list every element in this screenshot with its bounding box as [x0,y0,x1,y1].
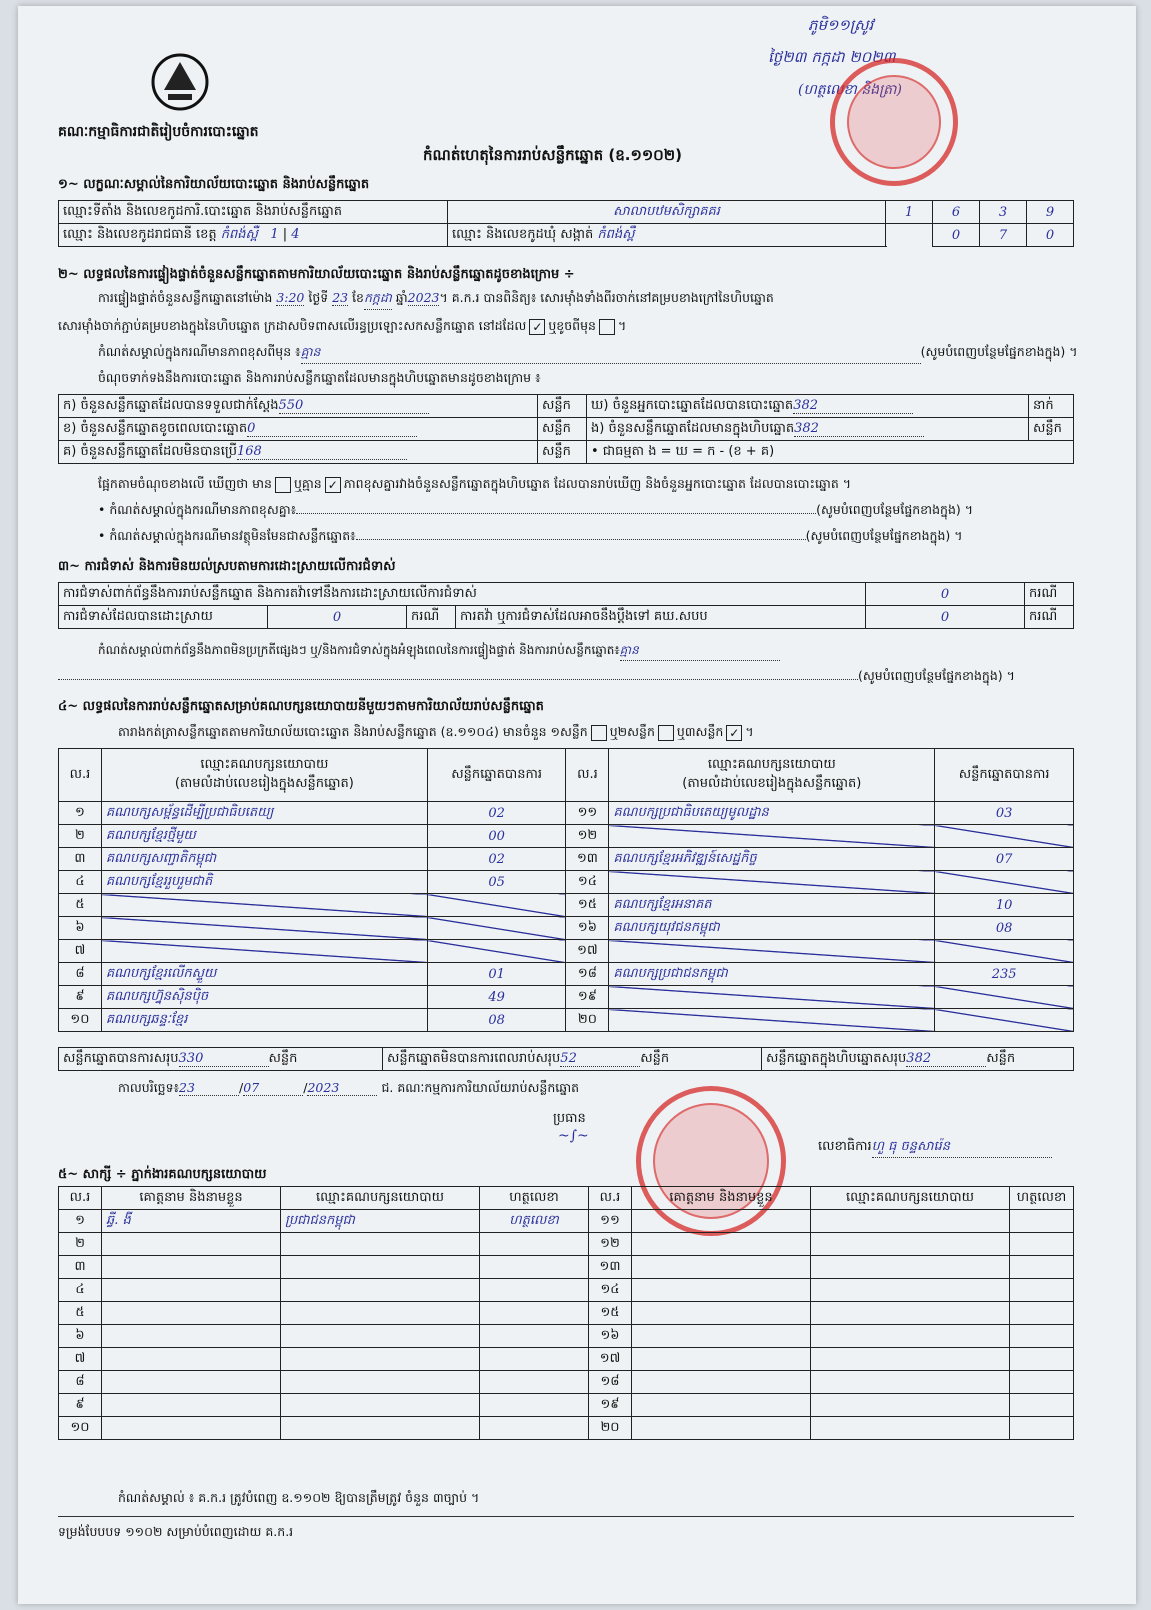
ng-unit: សន្លឹក [1029,418,1074,441]
row-party: គណបក្សខ្មែររួបរួមជាតិ [101,871,427,894]
row-no2: ២០ [566,1009,609,1032]
row-party2 [609,825,935,848]
w-row-empty [811,1302,1010,1325]
s3-r1-label: ការជំទាស់ពាក់ព័ន្ធនឹងការរាប់សន្លឹកឆ្នោត និងការតវ៉ាទៅនឹងការដោះស្រាយលើការជំទាស់ [59,583,866,606]
w-row-no2: ១២ [589,1233,632,1256]
total-invalid: 52 [560,1051,640,1067]
w-row-no2: ១៦ [589,1325,632,1348]
w-row-empty [1010,1348,1074,1371]
total-valid-label: សន្លឹកឆ្នោតបានការសរុប [63,1050,179,1066]
w-row-sign [480,1348,589,1371]
row-no: ៧ [59,940,102,963]
row-no2: ១៥ [566,894,609,917]
bottom-rule [58,1516,1074,1517]
w-row-sign [480,1371,589,1394]
table-row [59,1009,1074,1032]
row-votes: 01 [427,963,566,986]
row-no: ៣ [59,848,102,871]
w-row-party [281,1371,480,1394]
w-row-empty [811,1256,1010,1279]
row-votes [427,917,566,940]
stamp-top [830,58,958,186]
w-row-empty [811,1325,1010,1348]
total-invalid-label: សន្លឹកឆ្នោតមិនបានការពេលរាប់សរុប [387,1050,561,1066]
row-party2: គណបក្សខ្មែរអភិវឌ្ឍន៍សេដ្ឋកិច្ច [609,848,935,871]
w-row-party [281,1302,480,1325]
top-note-2: ថ្ងៃ២៣ កក្កដា ២០២៣ [768,48,896,66]
row-no2: ១៣ [566,848,609,871]
ka-value: 550 [279,398,429,414]
row-party: គណបក្សឆន្ទៈខ្មែរ [101,1009,427,1032]
row-no: ៦ [59,917,102,940]
row-no: ១ [59,802,102,825]
h-votes: សន្លឹកឆ្នោតបានការ [427,749,566,802]
row-party: គណបក្សហ្វ៊ុនស៊ិនប៉ិច [101,986,427,1009]
s3-note: កំណត់សម្គាល់ពាក់ព័ន្ធនឹងភាពមិនប្រក្រតីផ្សេងៗ ឬ/និងការជំទាស់ក្នុងអំឡុងពេលនៃការផ្ទៀងផ្ទាត់ និងការរាប់សន្លឹកឆ្នោត៖គ្មាន [98,642,780,661]
w-row-no: ៥ [59,1302,102,1325]
kha-label: ខ) ចំនួនសន្លឹកឆ្នោតខូចពេលបោះឆ្នោត [63,420,248,436]
row-party [101,894,427,917]
row-party2 [609,1009,935,1032]
w-row-sign: ហត្ថលេខា [480,1210,589,1233]
w-row-empty [811,1279,1010,1302]
row-party2 [609,940,935,963]
total-box-label: សន្លឹកឆ្នោតក្នុងហិបឆ្នោតសរុប [766,1050,907,1066]
w-row-sign [480,1256,589,1279]
h-no2: ល.រ [566,749,609,802]
section2-title: ២~ លទ្ធផលនៃការផ្ទៀងផ្ទាត់ចំនួនសន្លឹកឆ្នោតតាមការិយាល័យបោះឆ្នោត និងរាប់សន្លឹកឆ្នោតដូចខាងក្រោម ÷ [58,267,575,282]
s3-r2-unit2: ករណី [1025,606,1074,629]
w-row-sign [480,1233,589,1256]
totals-table: សន្លឹកឆ្នោតបានការសរុប330 សន្លឹក សន្លឹកឆ្នោតមិនបានការពេលរាប់សរុប52 សន្លឹក សន្លឹកឆ្នោតក្នុងហិបឆ្នោតសរុប382 សន្លឹក [58,1047,1074,1071]
w-row-empty [811,1348,1010,1371]
row-no: ៥ [59,894,102,917]
row-party [101,917,427,940]
w-row-empty [1010,1371,1074,1394]
ya-unit: នាក់ [1029,395,1074,418]
w-row-empty [632,1233,811,1256]
w-row-empty [1010,1210,1074,1233]
w-row-name [102,1371,281,1394]
s1-label-2: ឈ្មោះ និងលេខកូដរាជធានី ខេត្ត កំពង់ស្ពឺ 1 | 4 [59,224,448,247]
check-icon[interactable]: ✓ [325,477,341,493]
row-party2: គណបក្សខ្មែរអនាគត [609,894,935,917]
table-row [59,802,1074,825]
w-row-empty [632,1302,811,1325]
ka-unit: សន្លឹក [538,395,587,418]
h-party: ឈ្មោះគណបក្សនយោបាយ (តាមលំដាប់លេខរៀងក្នុងសន្លឹកឆ្នោត) [101,749,427,802]
w-row-empty [1010,1279,1074,1302]
w-row-empty [1010,1233,1074,1256]
table-row [59,1348,1074,1371]
row-votes2: 07 [935,848,1074,871]
w-h-no2: ល.រ [589,1187,632,1210]
s3-r2-unit: ករណី [407,606,456,629]
ko-unit: សន្លឹក [538,441,587,464]
row-no2: ១២ [566,825,609,848]
table-row [59,1210,1074,1233]
table-row [59,871,1074,894]
row-no2: ១៤ [566,871,609,894]
table-row [59,940,1074,963]
s1-code-1d: 9 [1027,201,1074,224]
w-row-no2: ១៥ [589,1302,632,1325]
witness-table [58,1186,1074,1440]
row-votes: 08 [427,1009,566,1032]
w-row-no: ២ [59,1233,102,1256]
table-row [59,1279,1074,1302]
s1-code-2a: 0 [933,224,980,247]
w-row-empty [1010,1394,1074,1417]
s1-value-2b: កំពង់ស្ពឺ [597,226,635,242]
s3-r2-value: 0 [268,606,407,629]
w-row-no2: ១៩ [589,1394,632,1417]
table-row [59,1325,1074,1348]
section5-title: ៥~ សាក្សី ÷ ភ្នាក់ងារគណបក្សនយោបាយ [58,1167,267,1182]
s2-intro: ចំណុចទាក់ទងនឹងការបោះឆ្នោត និងការរាប់សន្លឹកឆ្នោតដែលមានក្នុងហិបឆ្នោតមានដូចខាងក្រោម ៖ [98,370,541,385]
s1-label-1: ឈ្មោះទីតាំង និងលេខកូដការិ.បោះឆ្នោត និងរាប់សន្លឹកឆ្នោត [59,201,448,224]
row-votes [427,894,566,917]
s3-note-line: (សូមបំពេញបន្ថែមផ្នែកខាងក្នុង) ។ [58,668,1015,687]
row-party: គណបក្សសម្ព័ន្ធដើម្បីប្រជាធិបតេយ្យ [101,802,427,825]
w-row-no2: ១៧ [589,1348,632,1371]
w-row-no: ៨ [59,1371,102,1394]
w-row-empty [632,1210,811,1233]
s1-code-1c: 3 [980,201,1027,224]
w-row-name [102,1279,281,1302]
s3-r1-value: 0 [866,583,1025,606]
s1-value-2: កំពង់ស្ពឺ [220,226,258,242]
checkbox-1[interactable] [591,725,607,741]
table-row [59,1371,1074,1394]
w-row-empty [1010,1417,1074,1440]
w-row-name [102,1233,281,1256]
w-row-name [102,1417,281,1440]
s1-code-1b: 6 [933,201,980,224]
w-row-empty [632,1348,811,1371]
w-row-empty [1010,1302,1074,1325]
chair-signature: ~∫~ [558,1128,589,1144]
row-party [101,940,427,963]
ka-label: ក) ចំនួនសន្លឹកឆ្នោតដែលបានទទួលជាក់ស្តែង [63,397,279,413]
s1-code-2c: 0 [1027,224,1074,247]
w-row-empty [811,1394,1010,1417]
row-no: ១០ [59,1009,102,1032]
s2-note: កំណត់សម្គាល់ក្នុងករណីមានភាពខុសពីមុន ៖គ្មាន (សូមបំពេញបន្ថែមផ្នែកខាងក្នុង) ។ [98,344,1058,364]
w-h-sign2: ហត្ថលេខា [1010,1187,1074,1210]
chair-label: ប្រធាន [553,1111,586,1126]
w-row-no2: ២០ [589,1417,632,1440]
table-row [59,917,1074,940]
bottom-caption: ទម្រង់បែបបទ ១១០២ សម្រាប់បំពេញដោយ គ.ក.រ [58,1524,294,1539]
row-votes2: 10 [935,894,1074,917]
s2-para3: ផ្អែកតាមចំណុចខាងលើ ឃើញថា មាន ឬគ្មាន ✓ ភាពខុសគ្នារវាងចំនួនសន្លឹកឆ្នោតក្នុងហិបឆ្នោត ដែលបានរាប់ឃើញ និងចំនួនអ្នកបោះឆ្នោត ដែលបានបោះឆ្នោត ។ [98,476,851,492]
check-icon[interactable]: ✓ [529,319,545,335]
w-row-empty [811,1210,1010,1233]
w-row-party [281,1325,480,1348]
w-row-name: ឆ្វី. ងី [102,1210,281,1233]
w-row-empty [632,1371,811,1394]
row-votes2 [935,1009,1074,1032]
w-row-empty [811,1371,1010,1394]
s2-para2: សោរម៉ាំងចាក់ភ្ជាប់គម្របខាងក្នុងនៃហិបឆ្នោត ក្រដាសបិទពាសលើរន្ធប្រឡោះសកសន្លឹកឆ្នោត នៅដដែល ✓ ឬខូចពីមុន ។ [58,318,627,334]
w-row-no: ៣ [59,1256,102,1279]
table-row [59,963,1074,986]
section1-table [58,200,1074,247]
s1-code-1a: 1 [886,201,933,224]
w-row-empty [811,1417,1010,1440]
s1-value-1: សាលាបឋមសិក្សាគគរ [448,201,886,224]
w-row-party [281,1233,480,1256]
row-votes2 [935,940,1074,963]
w-row-no: ៧ [59,1348,102,1371]
checkbox-has[interactable] [275,477,291,493]
section4-title: ៤~ លទ្ធផលនៃការរាប់សន្លឹកឆ្នោតសម្រាប់គណបក្សនយោបាយនីមួយៗតាមការិយាល័យរាប់សន្លឹកឆ្នោត [58,699,544,714]
row-no2: ១១ [566,802,609,825]
table-row [59,848,1074,871]
w-h-name: គោត្តនាម និងនាមខ្លួន [102,1187,281,1210]
row-party2 [609,986,935,1009]
w-row-no2: ១៣ [589,1256,632,1279]
w-row-no2: ១៨ [589,1371,632,1394]
row-votes2 [935,986,1074,1009]
w-row-no: ៦ [59,1325,102,1348]
h-no: ល.រ [59,749,102,802]
w-row-party [281,1394,480,1417]
w-row-name [102,1302,281,1325]
row-no: ៤ [59,871,102,894]
total-valid: 330 [179,1051,269,1067]
w-row-empty [1010,1256,1074,1279]
s2-bullet2: • កំណត់សម្គាល់ក្នុងករណីមានវត្ថុមិនមែនជាសន្លឹកឆ្នោត៖ (សូមបំពេញបន្ថែមផ្នែកខាងក្នុង) ។ [98,528,963,543]
row-votes2 [935,871,1074,894]
section2-table [58,394,1074,464]
row-votes: 00 [427,825,566,848]
kha-unit: សន្លឹក [538,418,587,441]
page-title: កំណត់ហេតុនៃការរាប់សន្លឹកឆ្នោត (ឧ.១១០២) [423,146,683,164]
row-no: ៨ [59,963,102,986]
s3-r1-unit: ករណី [1025,583,1074,606]
row-no2: ១៩ [566,986,609,1009]
w-row-empty [811,1233,1010,1256]
w-row-no: ១០ [59,1417,102,1440]
ko-value: 168 [237,444,407,460]
w-row-party [281,1348,480,1371]
row-votes2: 08 [935,917,1074,940]
kha-value: 0 [247,421,417,437]
row-party2 [609,871,935,894]
w-row-empty [632,1256,811,1279]
s1-label-2b: ឈ្មោះ និងលេខកូដឃុំ សង្កាត់ កំពង់ស្ពឺ [448,224,886,247]
row-votes: 49 [427,986,566,1009]
s3-r2-label: ការជំទាស់ដែលបានដោះស្រាយ [59,606,268,629]
row-votes2: 03 [935,802,1074,825]
s1-code-2: 1 [270,226,279,242]
w-h-party2: ឈ្មោះគណបក្សនយោបាយ [811,1187,1010,1210]
document-page [18,6,1136,1604]
row-party2: គណបក្សយុវជនកម្ពុជា [609,917,935,940]
w-row-empty [1010,1325,1074,1348]
w-row-name [102,1394,281,1417]
h-votes2: សន្លឹកឆ្នោតបានការ [935,749,1074,802]
row-no: ២ [59,825,102,848]
w-row-sign [480,1279,589,1302]
s2-para1: ការផ្ទៀងផ្ទាត់ចំនួនសន្លឹកឆ្នោតនៅម៉ោង 3:20 ថ្ងៃទី 23 ខែកក្កដា ឆ្នាំ2023។ គ.ក.រ បានពិនិត្យ៖ សោរ​ម៉ាំងទាំងពីរចាក់នៅគម្របខាងក្រៅនៃហិបឆ្នោត [98,290,774,310]
s2-bullet1: • កំណត់សម្គាល់ក្នុងករណីមានភាពខុសគ្នា៖ (សូមបំពេញបន្ថែមផ្នែកខាងក្នុង) ។ [98,502,973,517]
w-row-empty [632,1325,811,1348]
ng-value: 382 [794,421,924,437]
table-row [59,894,1074,917]
w-row-empty [632,1394,811,1417]
results-table [58,748,1074,1032]
w-row-party [281,1256,480,1279]
w-row-party [281,1279,480,1302]
section3-table [58,582,1074,629]
w-row-party: ប្រជាជនកម្ពុជា [281,1210,480,1233]
table-row [59,1394,1074,1417]
footnote: កំណត់សម្គាល់ ៖ គ.ក.រ ត្រូវបំពេញ ឧ.១១០២ ឱ្យបានត្រឹមត្រូវ ចំនួន ៣ច្បាប់ ។ [118,1490,480,1505]
s3-r2-value2: 0 [866,606,1025,629]
s1-code-2b: 7 [980,224,1027,247]
table-row [59,825,1074,848]
w-row-sign [480,1394,589,1417]
section1-title: ១~ លក្ខណៈសម្គាល់នៃការិយាល័យបោះឆ្នោត និងរាប់សន្លឹកឆ្នោត [58,177,370,192]
table-row [59,1302,1074,1325]
row-party: គណបក្សខ្មែរថ្មីមួយ [101,825,427,848]
w-row-sign [480,1302,589,1325]
row-no: ៩ [59,986,102,1009]
row-no2: ១៧ [566,940,609,963]
emblem-icon [150,50,210,116]
s4-date: កាលបរិច្ឆេទ៖23 /07 /2023 ជ. គណៈកម្មការការិយាល័យរាប់សន្លឹកឆ្នោត [118,1080,580,1095]
w-row-party [281,1417,480,1440]
w-row-empty [632,1417,811,1440]
w-row-no: ៩ [59,1394,102,1417]
row-votes2: 235 [935,963,1074,986]
top-note-3: (ហត្ថលេខា និងត្រា) [798,82,902,98]
top-note-1: ភូមិ១១ស្រូវ [808,16,874,34]
w-row-empty [632,1279,811,1302]
check-icon[interactable]: ✓ [726,725,742,741]
w-row-no2: ១៤ [589,1279,632,1302]
s4-intro: តារាងកត់ត្រាសន្លឹកឆ្នោតតាមការិយាល័យបោះឆ្នោត និងរាប់សន្លឹកឆ្នោត (ឧ.១១០៤) មានចំនួន ១សន្លឹក ឬ២សន្លឹក ឬ៣សន្លឹក ✓ ។ [118,724,754,740]
row-party2: គណបក្សប្រជាធិបតេយ្យមូលដ្ឋាន [609,802,935,825]
org-name: គណៈកម្មាធិការជាតិរៀបចំការបោះឆ្នោត [58,124,259,140]
row-votes [427,940,566,963]
w-row-no2: ១១ [589,1210,632,1233]
w-row-name [102,1256,281,1279]
table-row [59,1233,1074,1256]
w-row-name [102,1348,281,1371]
w-row-sign [480,1325,589,1348]
checkbox-empty[interactable] [599,319,615,335]
w-row-sign [480,1417,589,1440]
w-row-name [102,1325,281,1348]
ng-label: ង) ចំនួនសន្លឹកឆ្នោតដែលមានក្នុងហិបឆ្នោត [591,420,795,436]
ya-label: ឃ) ចំនួនអ្នកបោះឆ្នោតដែលបានបោះឆ្នោត [591,397,794,413]
formula: • ជាធម្មតា ង = ឃ = ក - (ខ + គ) [587,441,1074,464]
w-row-no: ៤ [59,1279,102,1302]
section3-title: ៣~ ការជំទាស់ និងការមិនយល់ស្របតាមការដោះស្រាយលើការជំទាស់ [58,559,396,574]
w-h-no: ល.រ [59,1187,102,1210]
row-votes: 05 [427,871,566,894]
s3-r2-label2: ការតវ៉ា ឬការជំទាស់ដែលអាចនឹងប្តឹងទៅ គឃ.សបប [456,606,866,629]
secretary: លេខាធិការហួ ធុ ចន្ទសារ៉េន [818,1138,1052,1158]
row-votes: 02 [427,802,566,825]
table-row [59,1417,1074,1440]
row-no2: ១៦ [566,917,609,940]
row-no2: ១៨ [566,963,609,986]
table-row [59,986,1074,1009]
row-votes: 02 [427,848,566,871]
ko-label: គ) ចំនួនសន្លឹកឆ្នោតដែលមិនបានប្រើ [63,443,237,459]
w-h-sign: ហត្ថលេខា [480,1187,589,1210]
total-box: 382 [906,1051,986,1067]
w-h-name2: គោត្តនាម និងនាមខ្លួន [632,1187,811,1210]
row-votes2 [935,825,1074,848]
row-party2: គណបក្សប្រជាជនកម្ពុជា [609,963,935,986]
ya-value: 382 [793,398,913,414]
row-party: គណបក្សសញ្ជាតិកម្ពុជា [101,848,427,871]
h-party2: ឈ្មោះគណបក្សនយោបាយ (តាមលំដាប់លេខរៀងក្នុងសន្លឹកឆ្នោត) [609,749,935,802]
w-h-party: ឈ្មោះគណបក្សនយោបាយ [281,1187,480,1210]
row-party: គណបក្សខ្មែរលើកស្ទួយ [101,963,427,986]
table-row [59,1256,1074,1279]
checkbox-2[interactable] [658,725,674,741]
w-row-no: ១ [59,1210,102,1233]
